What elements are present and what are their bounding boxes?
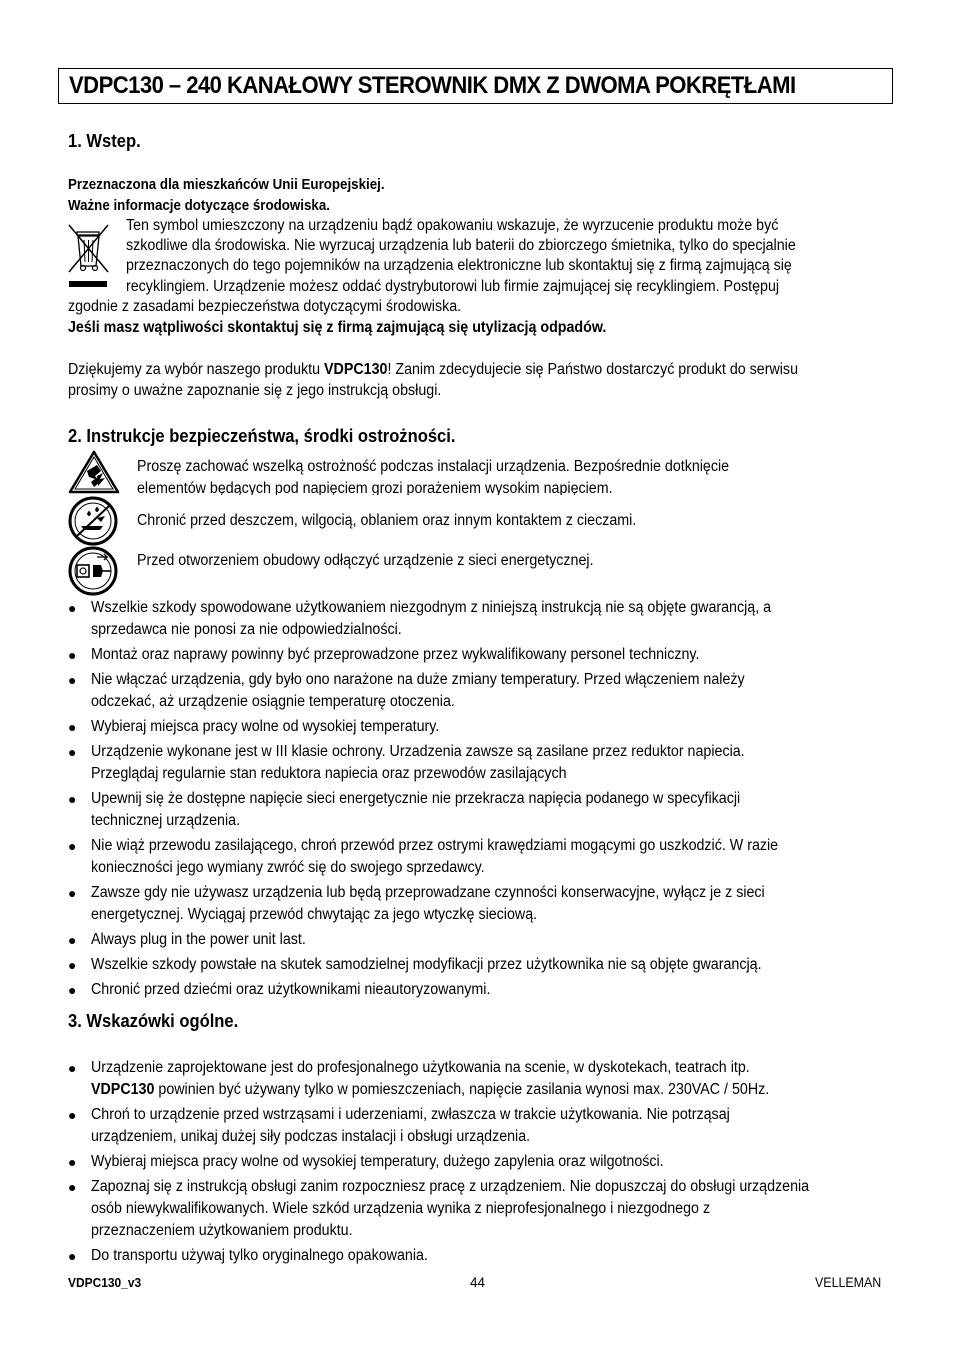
section-heading-general: 3. Wskazówki ogólne. — [68, 1011, 239, 1031]
page-title: VDPC130 – 240 KANAŁOWY STEROWNIK DMX Z DWOMA POKRĘTŁAMI — [69, 72, 796, 99]
bullet-icon: ● — [68, 1179, 77, 1195]
bullet-icon: ● — [68, 885, 77, 901]
bullet-icon: ● — [68, 600, 77, 616]
list-item-line: Przeglądaj regularnie stan reduktora napiecia oraz przewodów zasilających — [91, 765, 567, 782]
bullet-icon: ● — [68, 957, 77, 973]
bullet-icon: ● — [68, 982, 77, 998]
list-item-line: Zawsze gdy nie używasz urządzenia lub będą przeprowadzane czynności konserwacyjne, wyłącz je z sieci — [91, 884, 765, 901]
high-voltage-warning-icon — [67, 449, 121, 495]
list-item — [68, 954, 888, 976]
weee-text-line-1: Ten symbol umieszczony na urządzeniu bądź opakowaniu wskazuje, że wyrzucenie produktu może być — [126, 217, 779, 234]
list-item — [68, 1245, 888, 1267]
list-item-line: urządzeniem, unikaj dużej siły podczas instalacji i obsługi urządzenia. — [91, 1128, 531, 1145]
list-item-line: Nie włączać urządzenia, gdy było ono narażone na duże zmiany temperatury. Przed włączeniem należy — [91, 671, 745, 688]
bullet-icon: ● — [68, 1154, 77, 1170]
footer-page-number: 44 — [470, 1275, 486, 1290]
general-b1-product: VDPC130 — [91, 1081, 155, 1098]
list-item-line: Urządzenie wykonane jest w III klasie ochrony. Urzadzenia zawsze są zasilane przez reduktor napiecia. — [91, 743, 745, 760]
thanks-product: VDPC130 — [324, 361, 388, 378]
list-item-line: Chronić przed dziećmi oraz użytkownikami nieautoryzowanymi. — [91, 981, 491, 998]
weee-text-line-3: przeznaczonych do tego pojemników na urządzenia elektroniczne lub skontaktuj się z firmą zajmującą się — [126, 257, 792, 274]
list-item-line: energetycznej. Wyciągaj przewód chwytając za jego wtyczkę sieciową. — [91, 906, 538, 923]
bullet-icon: ● — [68, 672, 77, 688]
footer-doc-id: VDPC130_v3 — [68, 1275, 142, 1290]
bullet-icon: ● — [68, 719, 77, 735]
section-heading-intro: 1. Wstep. — [68, 131, 141, 151]
list-item — [68, 929, 888, 951]
footer-brand: VELLEMAN — [815, 1275, 882, 1290]
bullet-icon: ● — [68, 647, 77, 663]
bullet-icon: ● — [68, 1107, 77, 1123]
weee-text-line-4: recyklingiem. Urządzenie możesz oddać dystrybutorowi lub firmie zajmującej się recyklingiem. Postępuj — [126, 278, 780, 295]
list-item-line: osób niewykwalifikowanych. Wiele szkód urządzenia wynika z nieprofesjonalnego i niezgodnego z — [91, 1200, 711, 1217]
general-b1-line-1: Urządzenie zaprojektowane jest do profesjonalnego użytkowania na scenie, w dyskotekach, teatrach itp. — [91, 1059, 750, 1076]
list-item — [68, 716, 888, 738]
list-item — [68, 835, 888, 879]
list-item — [68, 1057, 888, 1101]
thanks-pre: Dziękujemy za wybór naszego produktu — [68, 361, 325, 378]
list-item-line: Zapoznaj się z instrukcją obsługi zanim rozpoczniesz pracę z urządzeniem. Nie dopuszczaj do obsługi urządzenia — [91, 1178, 810, 1195]
list-item — [68, 669, 888, 713]
list-item — [68, 882, 888, 926]
list-item-line: Wszelkie szkody powstałe na skutek samodzielnej modyfikacji przez użytkownika nie są objęte gwarancją. — [91, 956, 762, 973]
bullet-icon: ● — [68, 744, 77, 760]
section-heading-safety: 2. Instrukcje bezpieczeństwa, środki ostrożności. — [68, 426, 456, 446]
list-item — [68, 644, 888, 666]
general-b1-line-2: powinien być używany tylko w pomieszczeniach, napięcie zasilania wynosi max. 230VAC / 50Hz. — [154, 1081, 770, 1098]
thanks-line-2: prosimy o uważne zapoznanie się z jego instrukcją obsługi. — [68, 382, 442, 399]
bullet-icon: ● — [68, 838, 77, 854]
weee-bold-note: Jeśli masz wątpliwości skontaktuj się z firmą zajmującą się utylizacją odpadów. — [68, 319, 607, 336]
list-item — [68, 1151, 888, 1173]
bullet-icon: ● — [68, 932, 77, 948]
warning-1-text — [137, 457, 897, 495]
list-item — [68, 597, 888, 641]
list-item — [68, 979, 888, 1001]
list-item-line: sprzedawca nie ponosi za nie odpowiedzialności. — [91, 621, 402, 638]
warning-2-text: Chronić przed deszczem, wilgocią, oblaniem oraz innym kontaktem z cieczami. — [137, 512, 637, 529]
list-item — [68, 1176, 888, 1242]
bullet-icon: ● — [68, 1248, 77, 1264]
thanks-line-1 — [68, 360, 798, 380]
list-item-line: Nie wiąż przewodu zasilającego, chroń przewód przez ostrymi krawędziami mogącymi go uszkodzić. W razie — [91, 837, 779, 854]
bullet-icon: ● — [68, 791, 77, 807]
list-item-line: Chroń to urządzenie przed wstrząsami i uderzeniami, zwłaszcza w trakcie użytkowania. Nie potrząsaj — [91, 1106, 730, 1123]
eu-line-1: Przeznaczona dla mieszkańców Unii Europejskiej. — [68, 177, 385, 193]
list-item-line: Do transportu używaj tylko oryginalnego opakowania. — [91, 1247, 428, 1264]
general-bullet-list — [68, 1057, 888, 1270]
list-item-line: konieczności jego wymiany zwróć się do swojego sprzedawcy. — [91, 859, 485, 876]
weee-text-line-2: szkodliwe dla środowiska. Nie wyrzucaj urządzenia lub baterii do zbiorczego śmietnika, tylko do specjalnie — [126, 237, 796, 254]
list-item-line: Wybieraj miejsca pracy wolne od wysokiej temperatury, dużego zapylenia oraz wilgotności. — [91, 1153, 664, 1170]
list-item-line: Wszelkie szkody spowodowane użytkowaniem niezgodnym z niniejszą instrukcją nie są objęte gwarancją, a — [91, 599, 772, 616]
warning-1-line-2: elementów będących pod napięciem grozi porażeniem wysokim napięciem. — [137, 480, 613, 495]
list-item — [68, 741, 888, 785]
list-item-line: Upewnij się że dostępne napięcie sieci energetycznie nie przekracza napięcia podanego w specyfikacji — [91, 790, 741, 807]
bullet-icon: ● — [68, 1060, 77, 1076]
warning-3-text: Przed otworzeniem obudowy odłączyć urządzenie z sieci energetycznej. — [137, 552, 594, 569]
weee-text-line-5: zgodnie z zasadami bezpieczeństwa dotyczącymi środowiska. — [68, 298, 462, 315]
list-item-line: technicznej urządzenia. — [91, 812, 241, 829]
list-item-line: przeznaczeniem użytkowaniem produktu. — [91, 1222, 353, 1239]
unplug-icon — [67, 545, 119, 597]
safety-bullet-list — [68, 597, 888, 1004]
list-item-line: odczekać, aż urządzenie osiągnie temperaturę otoczenia. — [91, 693, 455, 710]
weee-bin-icon — [66, 222, 112, 290]
no-liquid-icon — [67, 496, 119, 546]
list-item-line: Montaż oraz naprawy powinny być przeprowadzone przez wykwalifikowany personel techniczny. — [91, 646, 700, 663]
warning-1-line-1: Proszę zachować wszelką ostrożność podczas instalacji urządzenia. Bezpośrednie dotknięcie — [137, 458, 730, 475]
thanks-post: ! Zanim zdecydujecie się Państwo dostarczyć produkt do serwisu — [387, 361, 799, 378]
list-item-line: Always plug in the power unit last. — [91, 931, 306, 948]
list-item-line: Wybieraj miejsca pracy wolne od wysokiej temperatury. — [91, 718, 440, 735]
list-item — [68, 788, 888, 832]
eu-line-2: Ważne informacje dotyczące środowiska. — [68, 198, 330, 214]
page-title-box — [58, 68, 893, 104]
list-item — [68, 1104, 888, 1148]
